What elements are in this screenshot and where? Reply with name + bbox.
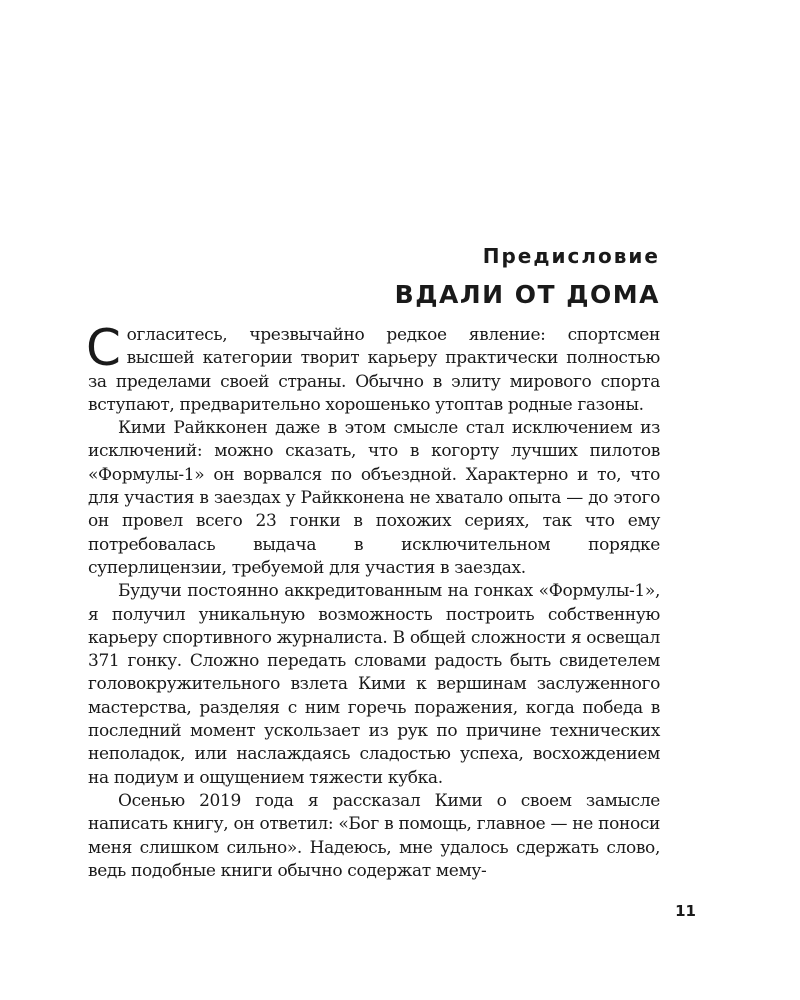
chapter-kicker: Предисловие [482,244,660,268]
chapter-title: ВДАЛИ ОТ ДОМА [394,280,660,309]
paragraph-3: Будучи постоянно аккредитованным на гонках «Формулы-1», я получил уникальную возможность построить собственную карьеру спортивного журналиста. В общей сложности я освещал 371 гонку. Сложно передать словами радость быть свидетелем головокружительного взлета Кими к вершинам заслуженного мастерства, разделяя с ним горечь поражения, когда победа в последний момент ускользает из рук по причине технических неполадок, или наслаждаясь сладостью успеха, восхождением на подиум и ощущением тяжести кубка. [88,581,660,788]
paragraph-1-text: огласитесь, чрезвычайно редкое явление: спортсмен высшей категории творит карьеру практически полностью за пределами своей страны. Обычно в элиту мирового спорта вступают, предварительно хорошенько утоптав родные газоны. [88,325,660,415]
paragraph-2: Кими Райкконен даже в этом смысле стал исключением из исключений: можно сказать, что в когорту лучших пилотов «Формулы-1» он ворвался по объездной. Характерно и то, что для участия в заездах у Райкконена не хватало опыта — до этого он провел всего 23 гонки в похожих сериях, так что ему потребовалась выдача в исключительном порядке суперлицензии, требуемой для участия в заездах. [88,418,660,578]
paragraph-4: Осенью 2019 года я рассказал Кими о своем замысле написать книгу, он ответил: «Бог в помощь, главное — не поноси меня слишком сильно». Надеюсь, мне удалось сдержать слово, ведь подобные книги обычно содержат мему- [88,790,660,881]
body-text [86,319,660,883]
drop-cap: С [86,319,121,377]
paragraph-1 [86,319,660,417]
page-number: 11 [675,902,696,920]
